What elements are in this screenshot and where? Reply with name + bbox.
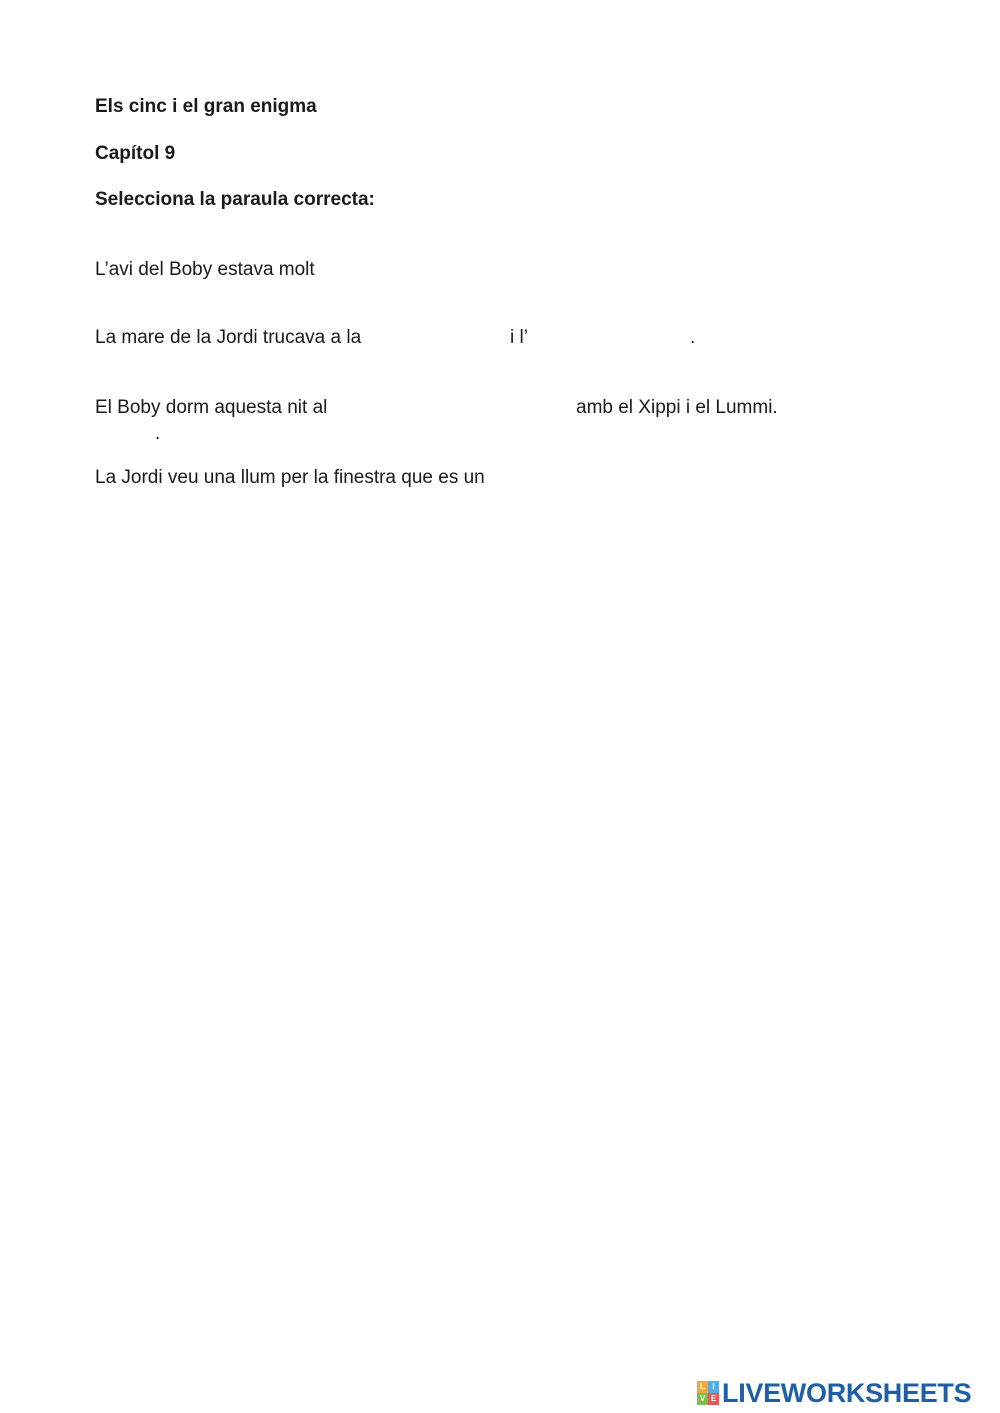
brand-wordmark: LIVEWORKSHEETS — [722, 1378, 972, 1408]
liveworksheets-logo — [697, 1380, 971, 1406]
sentence-2-period: . — [690, 327, 696, 348]
sentence-3-period: . — [155, 423, 161, 444]
live-badge-icon: L I V E — [697, 1381, 719, 1405]
sentence-4-text: La Jordi veu una llum per la finestra que es un — [95, 467, 485, 488]
sentence-2-text-middle: i l’ — [510, 327, 528, 348]
sentence-3-text-end: amb el Xippi i el Lummi. — [576, 397, 778, 418]
chapter-label: Capítol 9 — [95, 143, 176, 164]
sentence-3-text-start: El Boby dorm aquesta nit al — [95, 397, 328, 418]
sentence-2-text-start: La mare de la Jordi trucava a la — [95, 327, 362, 348]
instruction-text: Selecciona la paraula correcta: — [95, 189, 375, 210]
worksheet-title: Els cinc i el gran enigma — [95, 96, 317, 117]
sentence-1-text: L’avi del Boby estava molt — [95, 259, 315, 280]
